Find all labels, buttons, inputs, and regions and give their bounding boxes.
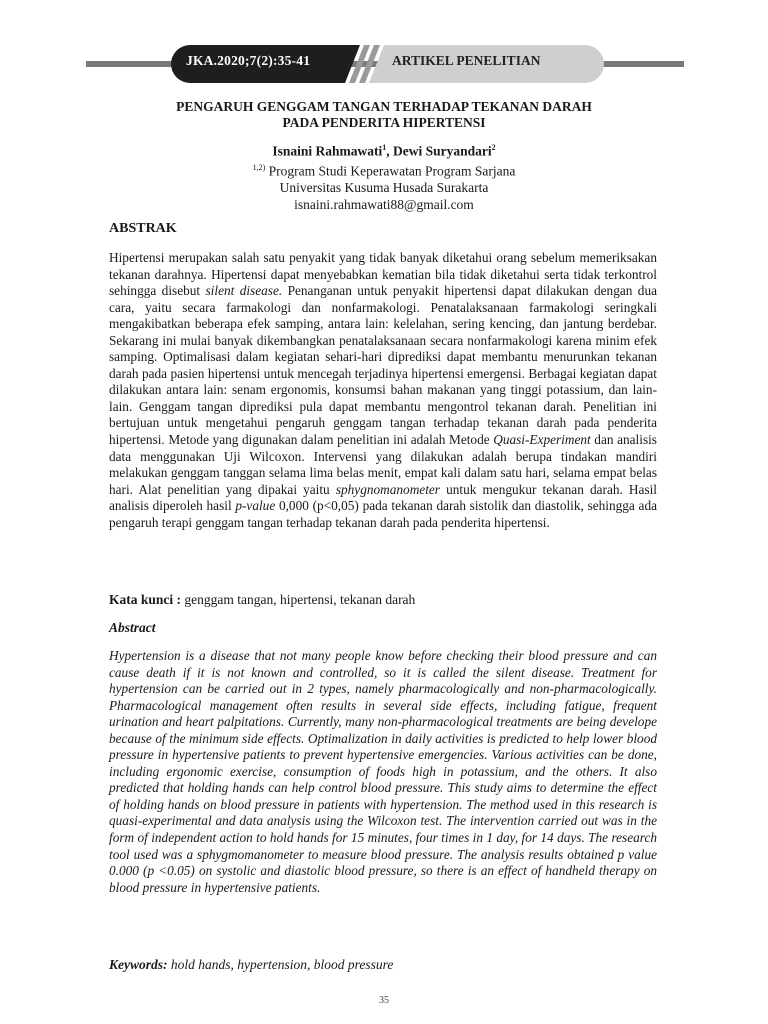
author-email: isnaini.rahmawati88@gmail.com [294, 196, 474, 212]
abstrak-em-1: silent disease. [205, 283, 283, 299]
journal-code: JKA.2020;7(2):35-41 [186, 53, 311, 68]
author-separator: , [386, 143, 393, 159]
title-line-1: PENGARUH GENGGAM TANGAN TERHADAP TEKANAN DARAH [176, 99, 592, 114]
keywords-en [109, 957, 393, 973]
abstrak-text-1: Hipertensi merupakan salah satu penyakit yang tidak banyak diketahui orang sebelum memeriksakan tekanan darahnya. Hipertensi dapat menyebabkan kematian bila tidak diketahui serta tidak terkontrol sehingga disebut [109, 250, 657, 299]
keywords-en-label: Keywords: [109, 957, 168, 972]
header-graphic [0, 40, 768, 88]
author-2-sup: 2 [491, 143, 496, 152]
author-1-sup: 1 [382, 143, 387, 152]
abstrak-text-3: dan analisis data menggunakan Uji Wilcoxon. Intervensi yang dilakukan adalah berupa tindakan mandiri melakukan genggam tanggan selama lima belas menit, empat kali dalam satu hari, selama empat belas hari. Alat penelitian yang dipakai yaitu [109, 432, 657, 497]
keywords-en-value: hold hands, hypertension, blood pressure [167, 957, 394, 972]
article-type: ARTIKEL PENELITIAN [392, 53, 541, 68]
affiliation-program-text: Program Studi Keperawatan Program Sarjana [265, 163, 516, 179]
affiliation-block [100, 160, 668, 213]
abstrak-em-4: p-value [235, 498, 276, 514]
abstract-heading: Abstract [109, 620, 156, 635]
author-1: Isnaini Rahmawati [272, 143, 383, 159]
kata-kunci-label: Kata kunci : [109, 592, 182, 607]
title-line-2: PADA PENDERITA HIPERTENSI [282, 115, 486, 130]
abstrak-em-3: sphygnomanometer [335, 481, 440, 497]
page-number: 35 [379, 995, 389, 1006]
kata-kunci-value: genggam tangan, hipertensi, tekanan darah [181, 592, 416, 607]
abstract-paragraph: Hypertension is a disease that not many people know before checking their blood pressure and can cause death if it is not known and controlled, so it is called the silent disease. Treatment for hypertension can be carried out in 2 types, namely pharmacologically and non-pharmacologically. Pharmacological management often results in several side effects, including fatigue, frequent urination and heart palpitations. Currently, many non-pharmacological treatments are being develope because of the minimum side effects. Optimalization in daily activities is predicted to help lower blood pressure in hypertensive patients to prevent hypertensive emergencies. Various activities can be done, including ergonomic exercise, consumption of foods high in potassium, and the others. It also predicted that holding hands can help control blood pressure. This study aims to determine the effect of holding hands on blood pressure in patients with hypertension. The method used in this research is quasi-experimental and data analysis using the Wilcoxon test. The intervention carried out was in the form of independent action to hold hands for 15 minutes, four times in 1 day, for 14 days. The research tool used was a sphygmomanometer to measure blood pressure. The analysis results obtained p value 0.000 (p <0.05) on systolic and diastolic blood pressure, so there is an effect of handheld therapy on blood pressure in hypertensive patients. [109, 648, 657, 895]
affiliation-program [100, 160, 668, 180]
abstrak-paragraph [109, 250, 657, 531]
kata-kunci [109, 592, 415, 608]
author-2: Dewi Suryandari [393, 143, 492, 159]
affiliation-sup: 1,2) [252, 163, 266, 172]
abstrak-text-4: untuk mengukur tekanan darah. Hasil analisis diperoleh hasil [109, 481, 658, 514]
affiliation-university: Universitas Kusuma Husada Surakarta [279, 180, 489, 195]
abstrak-text-5: 0,000 (p<0,05) pada tekanan darah sistolik dan diastolik, sehingga ada pengaruh terapi genggam tangan terhadap tekanan darah pada penderita hipertensi. [109, 498, 657, 530]
abstrak-heading: ABSTRAK [109, 221, 177, 236]
abstrak-text-2: Penanganan untuk penyakit hipertensi dapat dilakukan dengan dua cara, yaitu secara farmakologi dan nonfarmakologi. Penatalaksanaan farmakologi seringkali mengakibatkan beberapa efek samping, antara lain: kelelahan, sering kencing, dan jantung berdebar. Sekarang ini mulai banyak dikembangkan penatalaksanaan secara nonfarmakologi karena minim efek samping. Optimalisasi dalam kegiatan sehari-hari diprediksi dapat membantu menurunkan tekanan darah pada pasien hipertensi untuk mencegah terjadinya hipertensi emergensi. Berbagai kegiatan dapat dilakukan antara lain: senam ergonomis, konsumsi bahan makanan yang tinggi potassium, dan lain-lain. Genggam tangan diprediksi pula dapat membantu mengontrol tekanan darah. Penelitian ini bertujuan untuk mengetahui pengaruh genggam tangan terhadap tekanan darah pada penderita hipertensi. Metode yang digunakan dalam penelitian ini adalah Metode [109, 283, 658, 448]
journal-header-band [0, 40, 768, 88]
paper-title [100, 99, 668, 131]
author-line [100, 143, 668, 160]
abstrak-em-2: Quasi-Experiment [493, 432, 591, 448]
